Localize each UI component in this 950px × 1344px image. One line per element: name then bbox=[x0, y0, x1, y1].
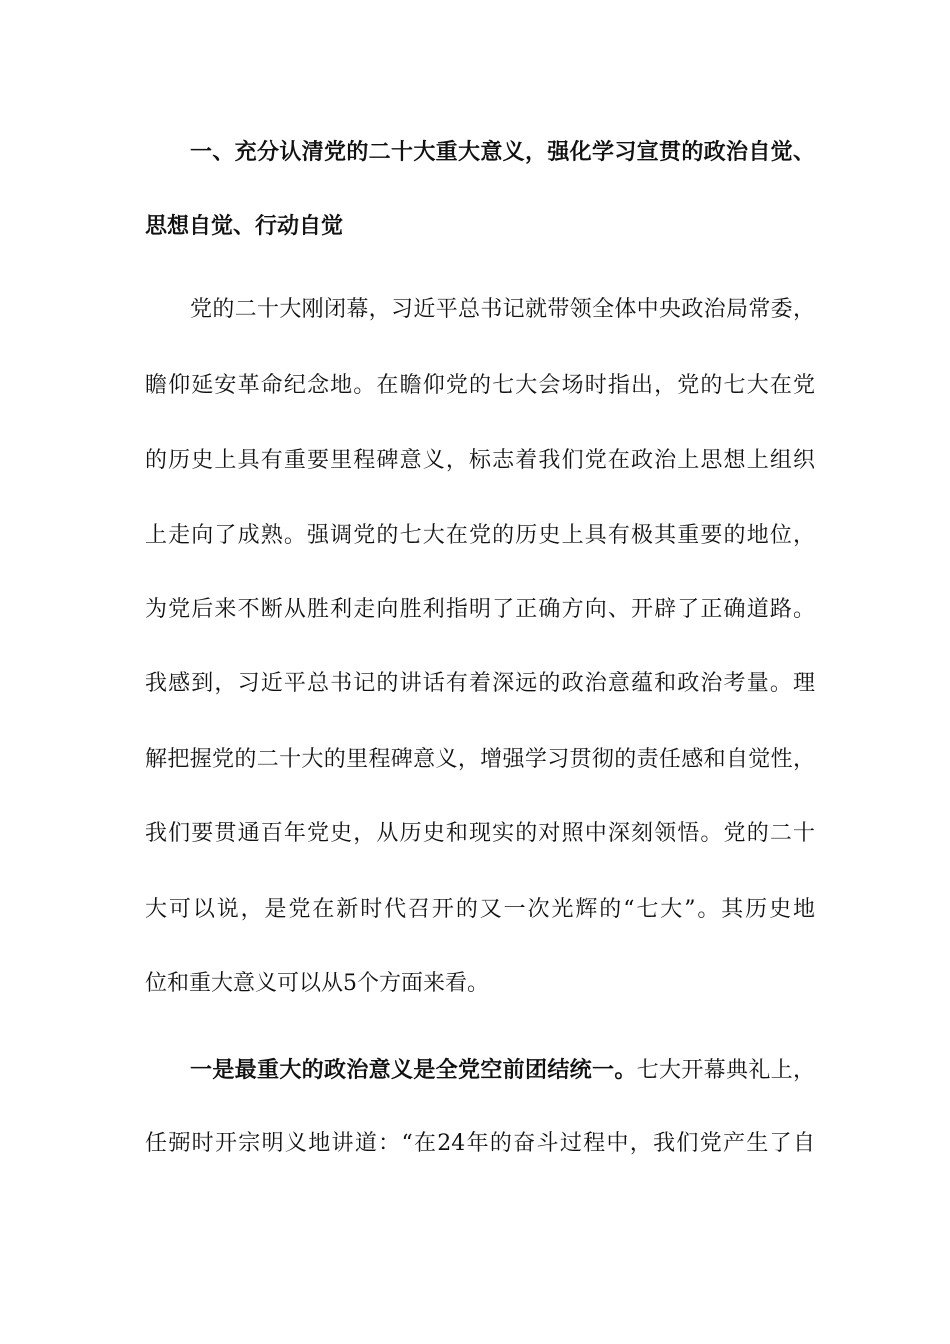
paragraph-2-line-1-rest: 七大开幕典礼上， bbox=[636, 1058, 815, 1083]
paragraph-2-line-1 bbox=[190, 1050, 815, 1090]
paragraph-1-line-3: 的历史上具有重要里程碑意义，标志着我们党在政治上思想上组织 bbox=[145, 448, 815, 473]
paragraph-2-bold-lead: 一是最重大的政治意义是全党空前团结统一。 bbox=[190, 1057, 637, 1083]
paragraph-1-line-5: 为党后来不断从胜利走向胜利指明了正确方向、开辟了正确道路。 bbox=[145, 597, 815, 622]
section-heading-line-2: 思想自觉、行动自觉 bbox=[145, 213, 344, 239]
paragraph-1-line-7: 解把握党的二十大的里程碑意义，增强学习贯彻的责任感和自觉性， bbox=[145, 747, 815, 772]
paragraph-1-line-1: 党的二十大刚闭幕，习近平总书记就带领全体中央政治局常委， bbox=[190, 297, 815, 322]
paragraph-1-line-9: 大可以说，是党在新时代召开的又一次光辉的“七大”。其历史地 bbox=[145, 897, 815, 922]
paragraph-1-line-2: 瞻仰延安革命纪念地。在瞻仰党的七大会场时指出，党的七大在党 bbox=[145, 373, 815, 398]
paragraph-1-line-8: 我们要贯通百年党史，从历史和现实的对照中深刻领悟。党的二十 bbox=[145, 821, 815, 846]
section-heading-line-1: 一、充分认清党的二十大重大意义，强化学习宣贯的政治自觉、 bbox=[190, 139, 815, 165]
paragraph-1-line-4: 上走向了成熟。强调党的七大在党的历史上具有极其重要的地位， bbox=[145, 523, 815, 548]
paragraph-1-line-10: 位和重大意义可以从5个方面来看。 bbox=[145, 971, 489, 996]
paragraph-1-line-6: 我感到，习近平总书记的讲话有着深远的政治意蕴和政治考量。理 bbox=[145, 671, 815, 696]
paragraph-2-line-2: 任弼时开宗明义地讲道：“在24年的奋斗过程中，我们党产生了自 bbox=[145, 1131, 815, 1156]
